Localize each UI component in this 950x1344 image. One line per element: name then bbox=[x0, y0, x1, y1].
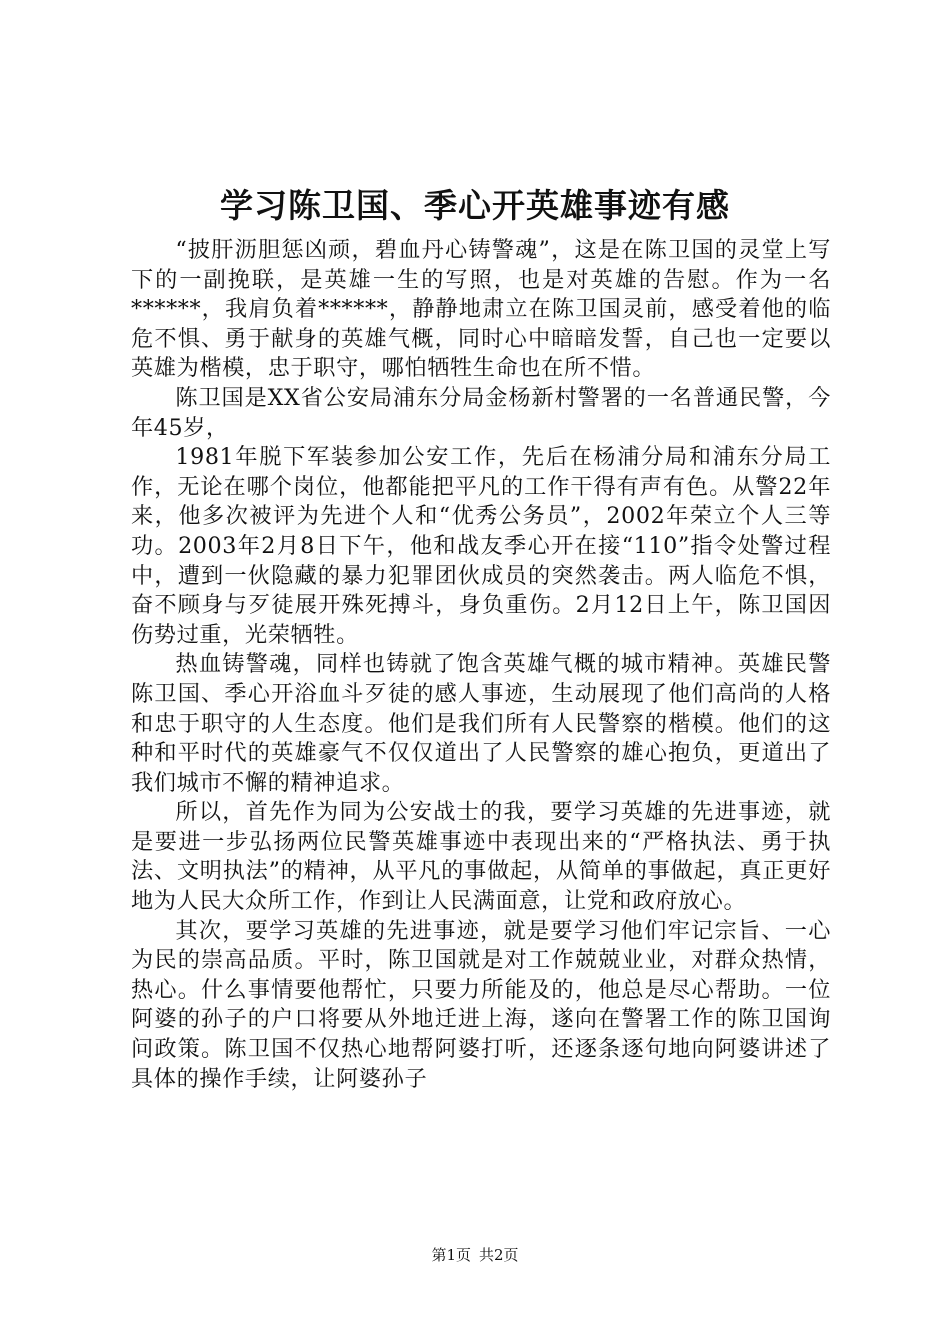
paragraph-1: “披肝沥胆惩凶顽，碧血丹心铸警魂”，这是在陈卫国的灵堂上写下的一副挽联，是英雄一生的写照，也是对英雄的告慰。作为一名******，我肩负着******，静静地肃立在陈卫国灵前，感受着他的临危不惧、勇于献身的英雄气概，同时心中暗暗发誓，自己也一定要以英雄为楷模，忠于职守，哪怕牺牲生命也在所不惜。 bbox=[131, 237, 831, 382]
paragraph-3: 1981年脱下军装参加公安工作，先后在杨浦分局和浦东分局工作，无论在哪个岗位，他都能把平凡的工作干得有声有色。从警22年来，他多次被评为先进个人和“优秀公务员”，2002年荣立个人三等功。2003年2月8日下午，他和战友季心开在接“110”指令处警过程中，遭到一伙隐藏的暴力犯罪团伙成员的突然袭击。两人临危不惧，奋不顾身与歹徒展开殊死搏斗，身负重伤。2月12日上午，陈卫国因伤势过重，光荣牺牲。 bbox=[131, 444, 831, 648]
document-body bbox=[131, 236, 831, 1094]
page-number: 第1页 bbox=[431, 1246, 471, 1264]
paragraph-5: 所以，首先作为同为公安战士的我，要学习英雄的先进事迹，就是要进一步弘扬两位民警英雄事迹中表现出来的“严格执法、勇于执法、文明执法”的精神，从平凡的事做起，从简单的事做起，真正更好地为人民大众所工作，作到让人民满面意，让党和政府放心。 bbox=[131, 799, 831, 915]
paragraph-2: 陈卫国是XX省公安局浦东分局金杨新村警署的一名普通民警，今年45岁， bbox=[131, 384, 831, 441]
paragraph-4: 热血铸警魂，同样也铸就了饱含英雄气概的城市精神。英雄民警陈卫国、季心开浴血斗歹徒的感人事迹，生动展现了他们高尚的人格和忠于职守的人生态度。他们是我们所有人民警察的楷模。他们的这种和平时代的英雄豪气不仅仅道出了人民警察的雄心抱负，更道出了我们城市不懈的精神追求。 bbox=[131, 651, 831, 796]
page-footer bbox=[0, 1245, 950, 1265]
document-title: 学习陈卫国、季心开英雄事迹有感 bbox=[220, 186, 730, 225]
page-total: 共2页 bbox=[479, 1246, 519, 1264]
paragraph-6: 其次，要学习英雄的先进事迹，就是要学习他们牢记宗旨、一心为民的崇高品质。平时，陈卫国就是对工作兢兢业业，对群众热情，热心。什么事情要他帮忙，只要力所能及的，他总是尽心帮助。一位阿婆的孙子的户口将要从外地迁进上海，遂向在警署工作的陈卫国询问政策。陈卫国不仅热心地帮阿婆打听，还逐条逐句地向阿婆讲述了具体的操作手续，让阿婆孙子 bbox=[131, 917, 831, 1092]
